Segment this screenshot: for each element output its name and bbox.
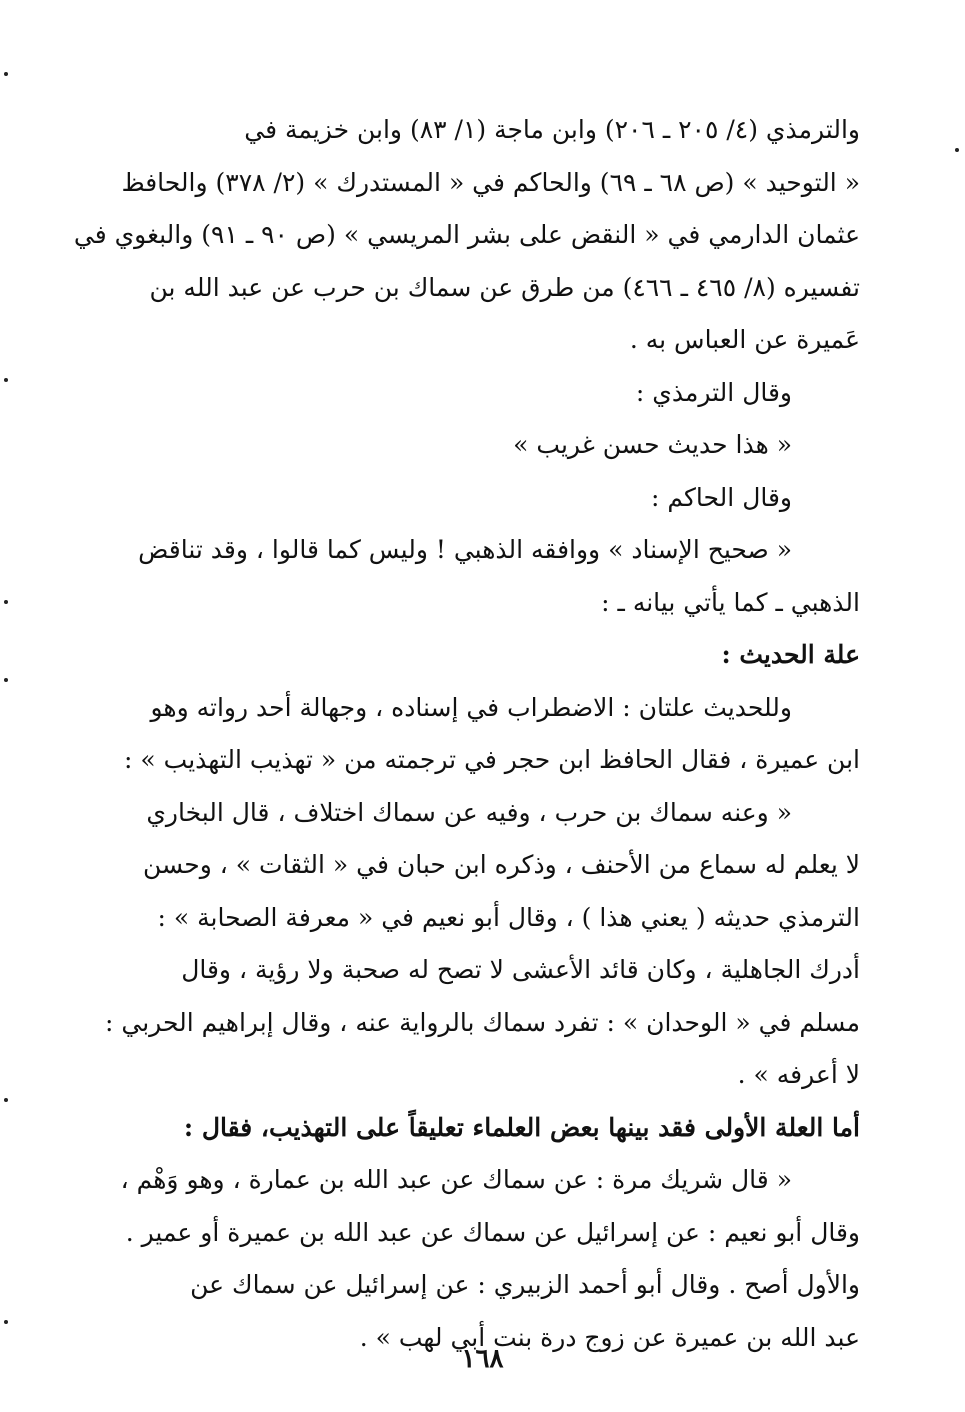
page-number: ١٦٨	[461, 1344, 504, 1374]
commentary-line: أما العلة الأولى فقد بينها بعض العلماء تعليقاً على التهذيب، فقال :	[183, 1112, 860, 1142]
quote-line: « صحيح الإسناد » ووافقه الذهبي ! وليس كما قالوا ، وقد تناقض	[138, 535, 792, 564]
section-heading: علة الحديث :	[721, 640, 860, 669]
text-line: عَميرة عن العباس به .	[629, 325, 860, 354]
scan-mark	[4, 678, 8, 682]
quote-line: « وعنه سماك بن حرب ، وفيه عن سماك اختلاف ، قال البخاري	[146, 797, 792, 827]
page-body	[62, 104, 860, 1364]
quote-line: مسلم في « الوحدان » : تفرد سماك بالرواية عنه ، وقال إبراهيم الحربي :	[104, 1007, 860, 1037]
scan-mark	[955, 148, 959, 152]
text-line: والترمذي (٤/ ٢٠٥ ـ ٢٠٦) وابن ماجة (١/ ٨٣) وابن خزيمة في	[244, 115, 860, 144]
commentary-line: عبد الله بن عميرة عن زوج درة بنت أبي لهب » .	[359, 1322, 860, 1352]
scan-mark	[4, 1320, 8, 1324]
scan-mark	[4, 378, 8, 382]
scan-mark	[4, 72, 8, 76]
quote-line: أدرك الجاهلية ، وكان قائد الأعشى لا تصح له صحبة ولا رؤية ، وقال	[181, 955, 860, 984]
commentary-line: والأول أصح . وقال أبو أحمد الزبيري : عن إسرائيل عن سماك عن	[190, 1270, 860, 1299]
scan-mark	[4, 600, 8, 604]
text-line: ابن عميرة ، فقال الحافظ ابن حجر في ترجمته من « تهذيب التهذيب » :	[124, 745, 860, 774]
text-line: « التوحيد » (ص ٦٨ ـ ٦٩) والحاكم في « المستدرك » (٢/ ٣٧٨) والحافظ	[121, 167, 860, 197]
text-line: وقال الترمذي :	[635, 377, 792, 407]
commentary-line: « قال شريك مرة : عن سماك عن عبد الله بن عمارة ، وهو وَهْم ،	[120, 1165, 792, 1194]
commentary-line: وقال أبو نعيم : عن إسرائيل عن سماك عن عبد الله بن عميرة أو عمير .	[125, 1217, 860, 1247]
text-line: عثمان الدارمي في « النقض على بشر المريسي » (ص ٩٠ ـ ٩١) والبغوي في	[73, 220, 860, 249]
scan-mark	[4, 1098, 8, 1102]
quote-line: لا أعرفه » .	[737, 1060, 860, 1089]
text-line: وقال الحاكم :	[651, 482, 792, 512]
text-line: تفسيره (٨/ ٤٦٥ ـ ٤٦٦) من طرق عن سماك بن حرب عن عبد الله بن	[149, 272, 860, 302]
text-line: الذهبي ـ كما يأتي بيانه ـ :	[601, 587, 860, 617]
quote-line: الترمذي حديثه ( يعني هذا ) ، وقال أبو نعيم في « معرفة الصحابة » :	[157, 902, 860, 932]
text-line: وللحديث علتان : الاضطراب في إسناده ، وجهالة أحد رواته وهو	[150, 692, 792, 722]
quote-line: لا يعلم له سماع من الأحنف ، وذكره ابن حبان في « الثقات » ، وحسن	[142, 850, 860, 879]
quote-line: « هذا حديث حسن غريب »	[513, 430, 792, 459]
